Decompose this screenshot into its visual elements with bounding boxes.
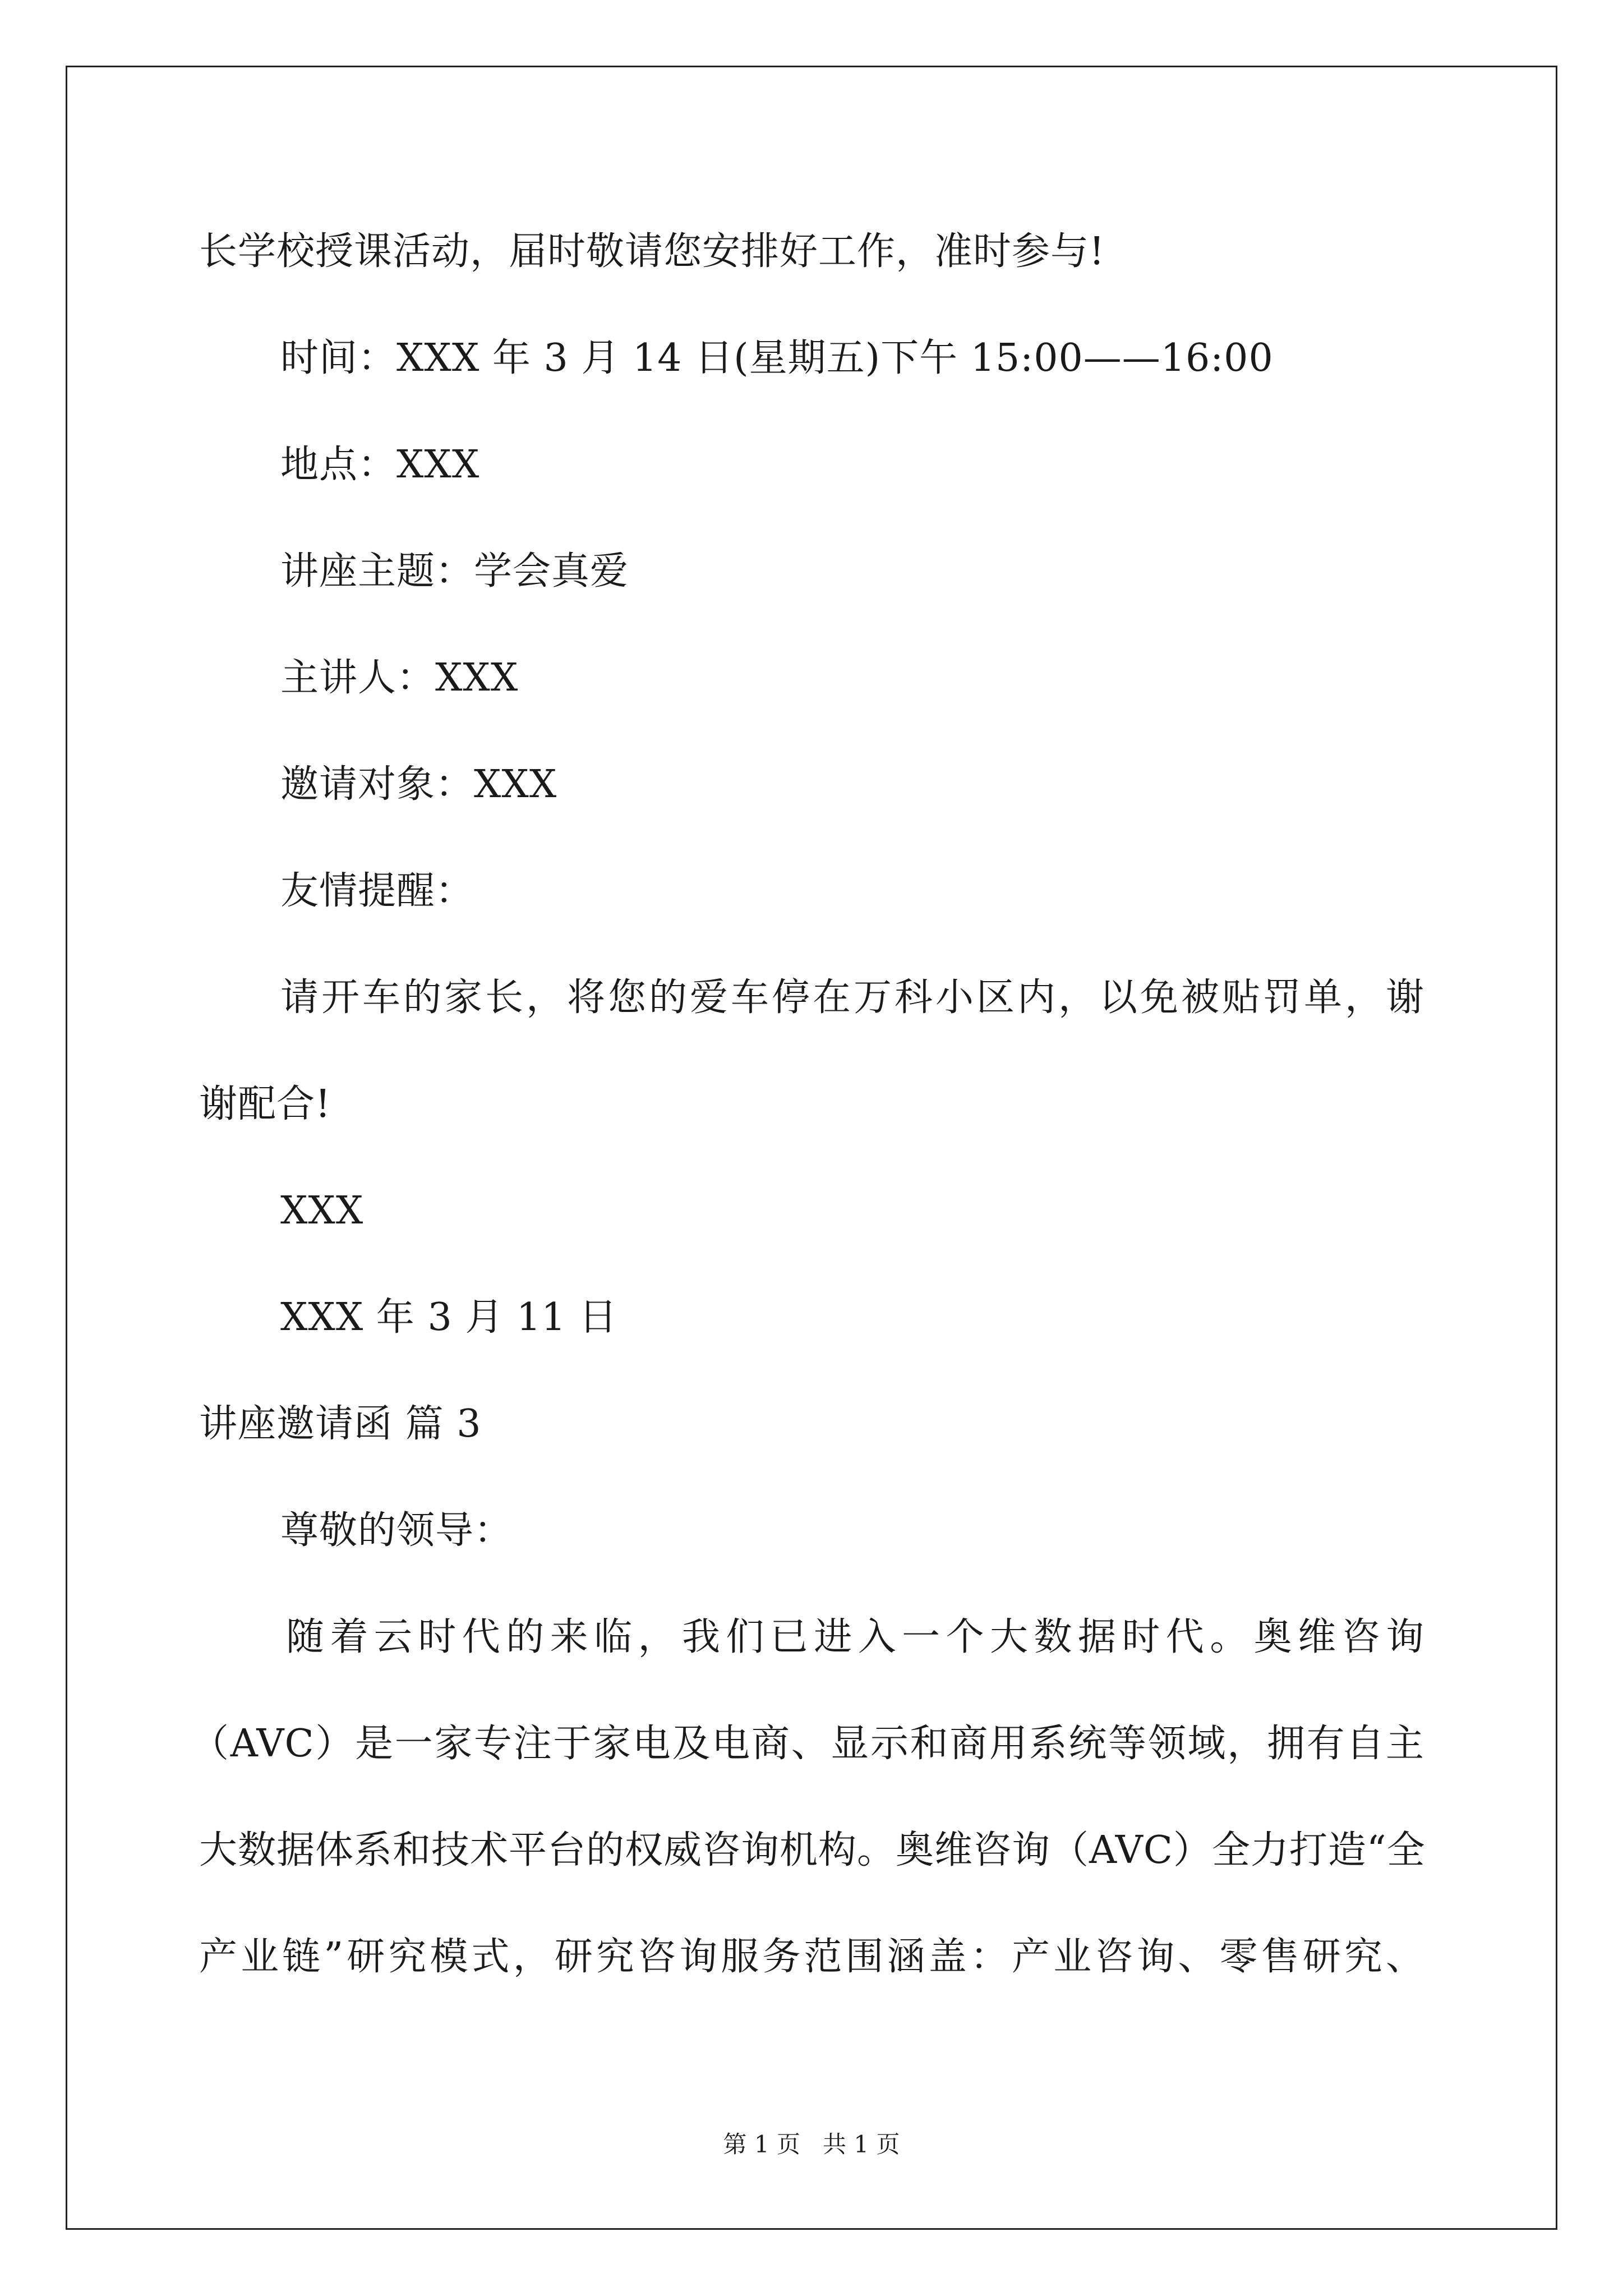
section-heading: 讲座邀请函 篇 3 — [199, 1402, 482, 1446]
paragraph-line-4: 产业链”研究模式，研究咨询服务范围涵盖：产业咨询、零售研究、 — [199, 1935, 1424, 1979]
page-footer: 第 1 页 共 1 页 — [723, 2131, 900, 2158]
text-line-reminder-end: 谢配合! — [199, 1082, 331, 1126]
paragraph-line-2: （AVC）是一家专注于家电及电商、显示和商用系统等领域，拥有自主 — [191, 1722, 1424, 1766]
text-line-1: 长学校授课活动，届时敬请您安排好工作，准时参与! — [199, 229, 1105, 274]
salutation: 尊敬的领导： — [280, 1508, 513, 1553]
text-line-speaker: 主讲人：XXX — [280, 656, 519, 700]
paragraph-line-1: 随着云时代的来临，我们已进入一个大数据时代。奥维咨询 — [286, 1615, 1424, 1659]
paragraph-line-3: 大数据体系和技术平台的权威咨询机构。奥维咨询（AVC）全力打造“全 — [199, 1828, 1426, 1872]
text-line-location: 地点：XXX — [280, 443, 480, 487]
text-line-invitees: 邀请对象：XXX — [280, 762, 557, 807]
text-line-reminder-heading: 友情提醒： — [280, 869, 474, 913]
text-line-date: XXX 年 3 月 11 日 — [280, 1295, 618, 1340]
page-border — [66, 66, 1557, 2230]
text-line-topic: 讲座主题：学会真爱 — [280, 549, 629, 593]
text-line-time: 时间：XXX 年 3 月 14 日(星期五)下午 15:00——16:00 — [280, 336, 1274, 380]
text-line-reminder-body: 请开车的家长，将您的爱车停在万科小区内，以免被贴罚单，谢 — [280, 976, 1424, 1020]
text-line-signature: XXX — [280, 1189, 364, 1233]
